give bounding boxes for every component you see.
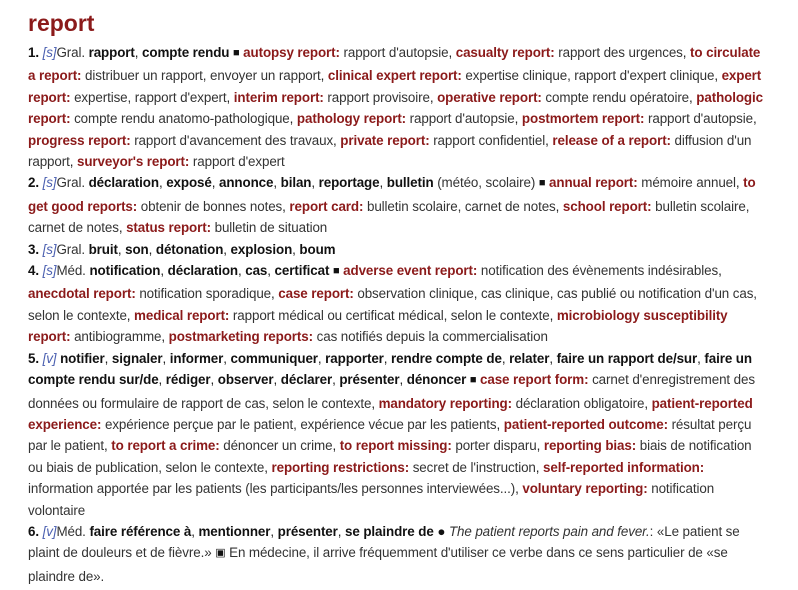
compound-definition: biais de notification ou biais de publication, selon le contexte bbox=[28, 438, 752, 475]
compound-term[interactable]: self-reported information: bbox=[543, 459, 705, 475]
compound-term[interactable]: medical report: bbox=[134, 307, 230, 323]
part-of-speech: [v] bbox=[42, 350, 57, 366]
translation: détonation bbox=[155, 241, 224, 257]
translation: rendre compte de bbox=[391, 350, 502, 366]
compound-definition: rapport des urgences bbox=[558, 45, 683, 60]
compound-marker-icon: ■ bbox=[538, 177, 546, 190]
translation: explosion bbox=[230, 241, 293, 257]
translation: présenter bbox=[339, 372, 400, 388]
translation: bruit bbox=[88, 241, 118, 257]
sense-5: 5. [v] notifier, signaler, informer, communiquer, rapporter, rendre compte de, relater, faire un rapport de/sur, faire un compte rendu sur/de, rédiger, observer, déclarer, présenter, dénoncer ■ case report form: carnet d'enregistrement des données ou formulaire de rapport de cas, selon le contexte, mandatory reporting: déclaration obligatoire, patient-reported experience: expérience perçue par le patient, expérience vécue par les patients, patient-reported outcome: résultat perçu par le patient, to report a crime: dénoncer un crime, to report missing: porter disparu, reporting bias: biais de notification ou biais de publication, selon le contexte, reporting restrictions: secret de l'instruction, self-reported information: information apportée par les patients (les participants/les personnes interviewées...), voluntary reporting: notification volontaire bbox=[28, 350, 755, 518]
note-marker-icon: ▣ bbox=[215, 547, 226, 560]
compound-term[interactable]: to get good reports: bbox=[28, 175, 756, 214]
compound-term[interactable]: adverse event report: bbox=[343, 263, 478, 279]
compound-definition: compte rendu opératoire bbox=[545, 89, 690, 105]
compound-definition: expertise, rapport d'expert bbox=[74, 89, 227, 105]
translation: faire un rapport de/sur bbox=[556, 350, 698, 366]
compound-term[interactable]: private report: bbox=[340, 132, 430, 148]
compound-definition: bulletin scolaire, carnet de notes bbox=[366, 198, 556, 214]
compound-term[interactable]: to circulate a report: bbox=[28, 45, 761, 84]
compound-term[interactable]: report card: bbox=[289, 198, 364, 214]
compound-definition: expertise clinique, rapport d'expert clinique bbox=[465, 68, 715, 84]
compound-term[interactable]: postmortem report: bbox=[521, 111, 645, 127]
translation: communiquer bbox=[230, 350, 318, 366]
translation: rapporter bbox=[325, 350, 384, 366]
compound-definition: rapport d'autopsie bbox=[647, 111, 753, 127]
translation: faire un compte rendu sur/de bbox=[28, 350, 752, 388]
compound-term[interactable]: patient-reported outcome: bbox=[503, 416, 668, 432]
compound-term[interactable]: expert report: bbox=[28, 68, 762, 105]
compound-definition: cas notifiés depuis la commercialisation bbox=[316, 329, 548, 345]
compound-definition: rapport d'expert bbox=[192, 154, 285, 170]
compound-term[interactable]: release of a report: bbox=[552, 132, 671, 148]
compound-term[interactable]: operative report: bbox=[437, 89, 542, 105]
part-of-speech: [s] bbox=[42, 263, 57, 279]
compound-term[interactable]: autopsy report: bbox=[243, 45, 340, 60]
compound-term[interactable]: mandatory reporting: bbox=[378, 395, 512, 411]
translation: déclaration bbox=[88, 175, 159, 191]
compound-term[interactable]: progress report: bbox=[28, 132, 131, 148]
compound-term[interactable]: anecdotal report: bbox=[28, 286, 136, 302]
compound-term[interactable]: pathologic report: bbox=[28, 89, 763, 127]
compound-definition: carnet d'enregistrement des données ou formulaire de rapport de cas, selon le contexte bbox=[28, 372, 755, 411]
compound-term[interactable]: case report: bbox=[278, 286, 354, 302]
compound-definition: rapport confidentiel bbox=[433, 132, 546, 148]
compound-definition: compte rendu anatomo-pathologique bbox=[74, 111, 290, 127]
compound-marker-icon: ■ bbox=[469, 374, 477, 387]
senses-list bbox=[28, 42, 768, 587]
compound-term[interactable]: annual report: bbox=[549, 175, 638, 191]
domain-label: Gral. bbox=[56, 241, 85, 257]
translation: relater bbox=[509, 350, 550, 366]
compound-term[interactable]: case report form: bbox=[480, 372, 589, 388]
sense-4: 4. [s]Méd. notification, déclaration, cas, certificat ■ adverse event report: notification des évènements indésirables, anecdotal report: notification sporadique, case report: observation clinique, cas clinique, cas publié ou notification d'un cas, selon le contexte, medical report: rapport médical ou certificat médical, selon le contexte, microbiology susceptibility report: antibiogramme, postmarketing reports: cas notifiés depuis la commercialisation bbox=[28, 263, 757, 345]
part-of-speech: [s] bbox=[42, 45, 57, 60]
translation: exposé bbox=[166, 175, 212, 191]
example-french: : «Le patient se plaint de douleurs et de fièvre.» bbox=[28, 523, 740, 561]
sense-3: 3. [s]Gral. bruit, son, détonation, explosion, boum bbox=[28, 241, 336, 257]
translation: faire référence à bbox=[89, 523, 192, 539]
sense-number: 4. bbox=[28, 263, 39, 279]
translation: déclaration bbox=[167, 263, 238, 279]
compound-definition: rapport provisoire bbox=[327, 89, 430, 105]
compound-definition: mémoire annuel bbox=[641, 175, 736, 191]
compound-definition: résultat perçu par le patient bbox=[28, 416, 752, 454]
compound-term[interactable]: surveyor's report: bbox=[76, 154, 190, 170]
translation: compte rendu bbox=[142, 45, 230, 60]
compound-definition: rapport médical ou certificat médical, selon le contexte bbox=[232, 307, 550, 323]
compound-definition: porter disparu bbox=[455, 438, 537, 454]
compound-definition: dénoncer un crime bbox=[223, 438, 333, 454]
translation: boum bbox=[299, 241, 336, 257]
domain-label: Méd. bbox=[56, 523, 86, 539]
part-of-speech: [s] bbox=[42, 175, 57, 191]
translation: annonce bbox=[219, 175, 274, 191]
translation: dénoncer bbox=[406, 372, 467, 388]
compound-term[interactable]: reporting restrictions: bbox=[271, 459, 410, 475]
headword: report bbox=[28, 10, 95, 36]
compound-term[interactable]: interim report: bbox=[233, 89, 324, 105]
translation: se plaindre de bbox=[345, 523, 434, 539]
translation: informer bbox=[169, 350, 224, 366]
sense-number: 5. bbox=[28, 350, 39, 366]
compound-term[interactable]: status report: bbox=[126, 220, 211, 236]
domain-label: Méd. bbox=[56, 263, 86, 279]
translation: observer bbox=[217, 372, 274, 388]
compound-term[interactable]: pathology report: bbox=[296, 111, 407, 127]
compound-term[interactable]: patient-reported experience: bbox=[28, 395, 753, 432]
compound-definition: rapport d'autopsie bbox=[409, 111, 515, 127]
compound-term[interactable]: clinical expert report: bbox=[327, 68, 462, 84]
compound-definition: notification des évènements indésirables bbox=[480, 263, 719, 279]
compound-definition: observation clinique, cas clinique, cas publié ou notification d'un cas, selon le contexte bbox=[28, 286, 757, 323]
compound-definition: obtenir de bonnes notes bbox=[140, 198, 283, 214]
compound-term[interactable]: voluntary reporting: bbox=[522, 481, 648, 497]
compound-marker-icon: ■ bbox=[232, 47, 240, 59]
translation: mentionner bbox=[198, 523, 271, 539]
sense-number: 3. bbox=[28, 241, 39, 257]
sense-1: 1. [s]Gral. rapport, compte rendu ■ autopsy report: rapport d'autopsie, casualty report: rapport des urgences, to circulate a report: distribuer un rapport, envoyer un rapport, clinical expert report: expertise clinique, rapport d'expert clinique, expert report: expertise, rapport d'expert, interim report: rapport provisoire, operative report: compte rendu opératoire, pathologic report: compte rendu anatomo-pathologique, pathology report: rapport d'autopsie, postmortem report: rapport d'autopsie, progress report: rapport d'avancement des travaux, private report: rapport confidentiel, release of a report: diffusion d'un rapport, surveyor's report: rapport d'expert bbox=[28, 45, 763, 170]
compound-definition: diffusion d'un rapport bbox=[28, 132, 752, 170]
sense-2: 2. [s]Gral. déclaration, exposé, annonce, bilan, reportage, bulletin (météo, scolaire) ■ annual report: mémoire annuel, to get good reports: obtenir de bonnes notes, report card: bulletin scolaire, carnet de notes, school report: bulletin scolaire, carnet de notes, status report: bulletin de situation bbox=[28, 175, 756, 236]
sense-6: 6. [v]Méd. faire référence à, mentionner, présenter, se plaindre de ● The patient reports pain and fever.: «Le patient se plaint de douleurs et de fièvre.» ▣ En médecine, il arrive fréquemment d'utiliser ce verbe dans ce sens particulier de «se plaindre de». bbox=[28, 523, 740, 584]
sense-number: 2. bbox=[28, 175, 39, 191]
translation: reportage bbox=[318, 175, 380, 191]
compound-marker-icon: ■ bbox=[332, 265, 340, 278]
compound-definition: antibiogramme bbox=[74, 329, 162, 345]
translation: présenter bbox=[277, 523, 338, 539]
compound-definition: bulletin scolaire, carnet de notes bbox=[28, 198, 750, 236]
compound-term[interactable]: to report a crime: bbox=[111, 438, 220, 454]
compound-definition: rapport d'avancement des travaux bbox=[134, 132, 334, 148]
translation: déclarer bbox=[280, 372, 333, 388]
compound-definition: notification sporadique bbox=[139, 286, 272, 302]
translation: rapport bbox=[88, 45, 135, 60]
translation: notifier bbox=[60, 350, 105, 366]
compound-term[interactable]: microbiology susceptibility report: bbox=[28, 307, 728, 345]
compound-definition: notification volontaire bbox=[28, 481, 715, 518]
compound-definition: rapport d'autopsie bbox=[343, 45, 449, 60]
translation: bilan bbox=[280, 175, 312, 191]
compound-term[interactable]: school report: bbox=[562, 198, 652, 214]
compound-term[interactable]: reporting bias: bbox=[543, 438, 637, 454]
translation: certificat bbox=[274, 263, 330, 279]
domain-label: Gral. bbox=[56, 175, 85, 191]
compound-definition: déclaration obligatoire bbox=[515, 395, 645, 411]
sense-number: 1. bbox=[28, 45, 39, 60]
usage-note: (météo, scolaire) bbox=[437, 175, 536, 191]
translation: signaler bbox=[111, 350, 163, 366]
compound-definition: information apportée par les patients (les participants/les personnes interviewées...) bbox=[28, 481, 516, 497]
part-of-speech: [s] bbox=[42, 241, 57, 257]
compound-definition: expérience perçue par le patient, expérience vécue par les patients bbox=[104, 416, 497, 432]
compound-term[interactable]: to report missing: bbox=[339, 438, 452, 454]
compound-term[interactable]: postmarketing reports: bbox=[168, 329, 313, 345]
translation: notification bbox=[89, 263, 161, 279]
example-marker-icon: ● bbox=[437, 523, 446, 539]
domain-label: Gral. bbox=[56, 45, 85, 60]
compound-definition: distribuer un rapport, envoyer un rapport bbox=[85, 68, 321, 84]
part-of-speech: [v] bbox=[42, 523, 57, 539]
example-english: The patient reports pain and fever. bbox=[448, 523, 650, 539]
compound-definition: bulletin de situation bbox=[214, 220, 328, 236]
translation: rédiger bbox=[165, 372, 211, 388]
sense-note: En médecine, il arrive fréquemment d'utiliser ce verbe dans ce sens particulier de «se plaindre de». bbox=[28, 545, 728, 584]
compound-definition: secret de l'instruction bbox=[412, 459, 536, 475]
translation: son bbox=[125, 241, 149, 257]
sense-number: 6. bbox=[28, 523, 39, 539]
translation: bulletin bbox=[386, 175, 434, 191]
compound-term[interactable]: casualty report: bbox=[455, 45, 555, 60]
translation: cas bbox=[245, 263, 268, 279]
